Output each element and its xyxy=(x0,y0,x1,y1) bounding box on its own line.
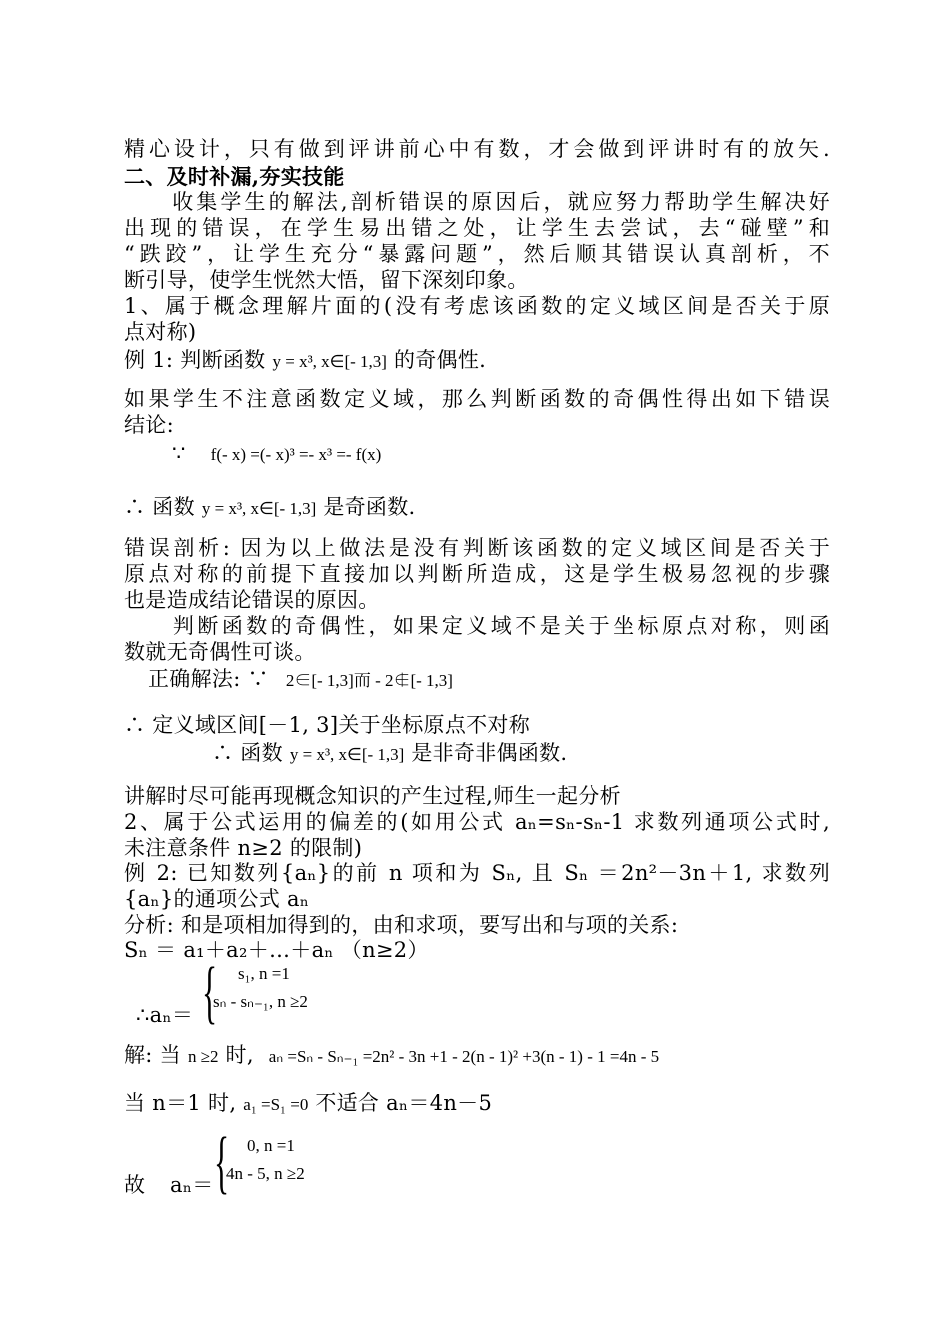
text-line: 分析: 和是项相加得到的，由和求项，要写出和与项的关系: xyxy=(124,913,679,937)
left-brace: { xyxy=(214,1124,230,1201)
text-line: 断引导，使学生恍然大悟，留下深刻印象。 xyxy=(124,268,529,292)
solve-prefix: 解: 当 xyxy=(124,1043,181,1067)
text-line: 2、属于公式运用的偏差的(如用公式 aₙ=sₙ-sₙ-1 求数列通项公式时, xyxy=(124,810,830,834)
sum-relation-line: Sₙ ＝ a₁＋a₂＋…＋aₙ （n≥2） xyxy=(124,938,429,962)
formula-f-odd: f(- x) =(- x)³ =- x³ =- f(x) xyxy=(210,445,382,464)
formula-y-x3: y = x³, x∈[- 1,3] xyxy=(201,499,317,518)
correct-solution-line xyxy=(148,666,748,694)
conclusion-line-1 xyxy=(124,494,830,522)
formula-y-x3: y = x³, x∈[- 1,3] xyxy=(272,352,387,371)
formula-condition: n ≥2 xyxy=(187,1047,219,1066)
piecewise-case-top: 0, n =1 xyxy=(247,1136,295,1155)
text-line: 点对称) xyxy=(124,320,197,344)
text-line: “跌跤”，让学生充分“暴露问题”，然后顺其错误认真剖析，不 xyxy=(124,242,830,266)
solve-mid: 时, xyxy=(225,1043,254,1067)
odd-check-line xyxy=(172,440,672,468)
an-label: ∴aₙ＝ xyxy=(136,1003,194,1027)
because-symbol: ∵ xyxy=(172,441,186,465)
text-line: 1、属于概念理解片面的(没有考虑该函数的定义域区间是否关于原 xyxy=(124,294,830,318)
text-line: 判断函数的奇偶性，如果定义域不是关于坐标原点对称，则函 xyxy=(124,614,830,638)
example-1-prefix: 例 1: 判断函数 xyxy=(124,348,266,372)
solution-line xyxy=(124,1042,830,1070)
piecewise-case-bottom: 4n - 5, n ≥2 xyxy=(226,1164,305,1183)
text-line: 例 2: 已知数列{aₙ}的前 n 项和为 Sₙ, 且 Sₙ ＝2n²－3n＋1, 求数列 xyxy=(124,861,830,885)
conclusion-line-2 xyxy=(212,740,772,768)
text-line: 数就无奇偶性可谈。 xyxy=(124,640,316,664)
text-line: 精心设计，只有做到评讲前心中有数，才会做到评讲时有的放矢. xyxy=(124,137,830,161)
gu-label: 故 xyxy=(124,1173,146,1197)
text-line: 错误剖析: 因为以上做法是没有判断该函数的定义域区间是否关于 xyxy=(124,536,830,560)
text-line: 讲解时尽可能再现概念知识的产生过程,师生一起分析 xyxy=(124,784,621,808)
an-label: aₙ＝ xyxy=(170,1173,214,1197)
text-line: 出现的错误，在学生易出错之处，让学生去尝试，去“碰壁”和 xyxy=(124,216,830,240)
correct-prefix: 正确解法: ∵ xyxy=(148,667,269,691)
text-line: 如果学生不注意函数定义域，那么判断函数的奇偶性得出如下错误 xyxy=(124,387,830,411)
text-line: {aₙ}的通项公式 aₙ xyxy=(124,887,310,911)
left-brace: { xyxy=(202,954,218,1031)
text-line: 原点对称的前提下直接加以判断所造成，这是学生极易忽视的步骤 xyxy=(124,562,830,586)
text-line: 结论: xyxy=(124,413,174,437)
formula-domain-check: 2∈[- 1,3]而 - 2∉[- 1,3] xyxy=(285,671,453,690)
formula-a1: a₁ =S₁ =0 xyxy=(243,1095,309,1114)
therefore-prefix: ∴ 函数 xyxy=(124,495,195,519)
n1-prefix: 当 n＝1 时, xyxy=(124,1091,237,1115)
n1-suffix: 不适合 aₙ＝4n－5 xyxy=(315,1091,493,1115)
text-line: ∴ 定义域区间[－1, 3]关于坐标原点不对称 xyxy=(124,713,531,737)
text-line: 收集学生的解法,剖析错误的原因后，就应努力帮助学生解决好 xyxy=(124,190,830,214)
piecewise-case-bottom: sₙ - sₙ₋₁, n ≥2 xyxy=(213,992,308,1011)
section-heading: 二、及时补漏,夯实技能 xyxy=(124,164,345,189)
therefore-suffix: 是非奇非偶函数. xyxy=(411,741,568,765)
n1-line xyxy=(124,1090,830,1118)
therefore-suffix: 是奇函数. xyxy=(323,495,416,519)
text-line: 未注意条件 n≥2 的限制) xyxy=(124,836,363,860)
formula-an: aₙ =Sₙ - Sₙ₋₁ =2n² - 3n +1 - 2(n - 1)² +3(n - 1) - 1 =4n - 5 xyxy=(268,1047,660,1066)
example-1-suffix: 的奇偶性. xyxy=(393,348,487,372)
example-1-line xyxy=(124,347,830,375)
piecewise-case-top: s₁, n =1 xyxy=(238,964,290,983)
therefore-prefix: ∴ 函数 xyxy=(212,741,283,765)
text-line: 也是造成结论错误的原因。 xyxy=(124,588,380,612)
formula-y-x3: y = x³, x∈[- 1,3] xyxy=(289,745,405,764)
